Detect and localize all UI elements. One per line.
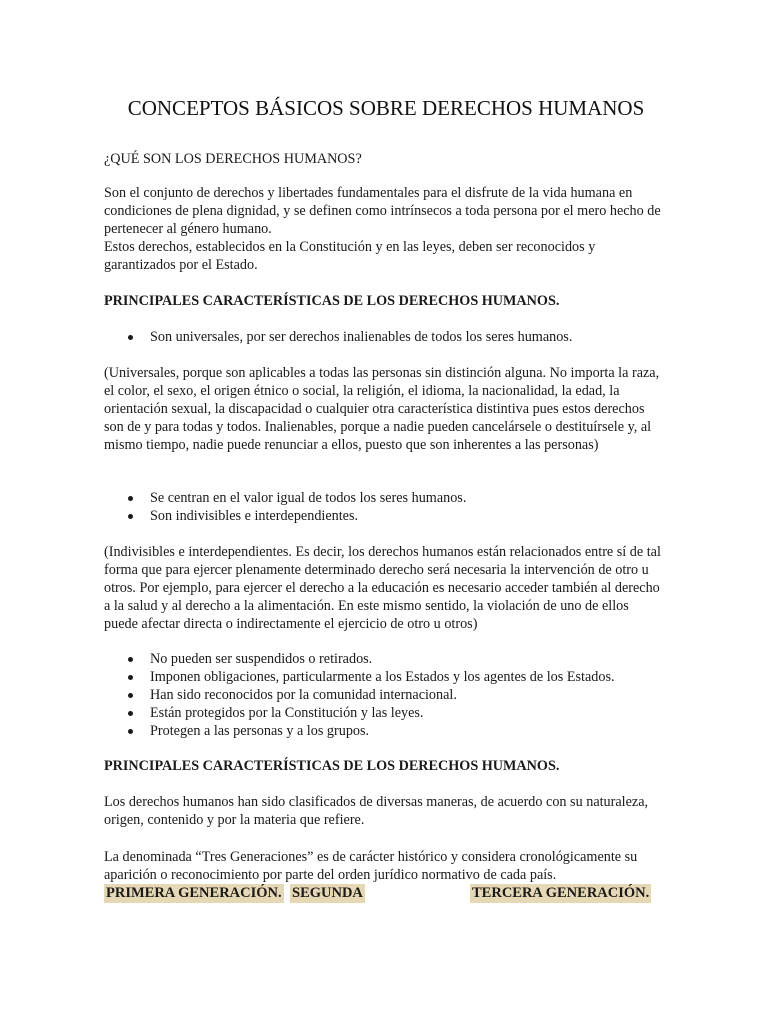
bullet-icon xyxy=(128,729,133,734)
list-item: Están protegidos por la Constitución y las leyes. xyxy=(104,704,664,722)
document-title: CONCEPTOS BÁSICOS SOBRE DERECHOS HUMANOS xyxy=(127,96,645,120)
bullet-list-1 xyxy=(104,328,664,346)
list-item: Se centran en el valor igual de todos los seres humanos. xyxy=(104,489,664,507)
list-item: Son universales, por ser derechos inalienables de todos los seres humanos. xyxy=(104,328,664,346)
paragraph-generaciones: La denominada “Tres Generaciones” es de carácter histórico y considera cronológicamente su aparición o reconocimiento por parte del orden jurídico normativo de cada país. xyxy=(104,849,638,883)
bullet-icon xyxy=(128,657,133,662)
paragraph-indivisibles: (Indivisibles e interdependientes. Es decir, los derechos humanos están relacionados entre sí de tal forma que para ejercer plenamente determinado derecho será necesaria la intervención de otro u otros. Por ejemplo, para ejercer el derecho a la educación es necesario acceder también al derecho a la salud y al derecho a la alimentación. En este mismo sentido, la violación de uno de ellos puede afectar directa o indirectamente el ejercicio de otro u otros) xyxy=(104,544,661,632)
intro-paragraph: Son el conjunto de derechos y libertades fundamentales para el disfrute de la vida humana en condiciones de plena dignidad, y se definen como intrínsecos a toda persona por el mero hecho de pertenecer al género humano. xyxy=(104,185,661,237)
list-item: Protegen a las personas y a los grupos. xyxy=(104,722,664,740)
generation-first: PRIMERA GENERACIÓN. xyxy=(106,885,282,901)
list-item: Son indivisibles e interdependientes. xyxy=(104,507,664,525)
bullet-icon xyxy=(128,514,133,519)
bullet-icon xyxy=(128,675,133,680)
paragraph-clasificacion: Los derechos humanos han sido clasificados de diversas maneras, de acuerdo con su naturaleza, origen, contenido y por la materia que refiere. xyxy=(104,794,649,828)
bullet-list-3 xyxy=(104,650,664,740)
bullet-icon xyxy=(128,711,133,716)
section-question: ¿QUÉ SON LOS DERECHOS HUMANOS? xyxy=(104,151,362,167)
list-item: Han sido reconocidos por la comunidad internacional. xyxy=(104,686,664,704)
generation-second: SEGUNDA xyxy=(292,885,363,901)
generation-third: TERCERA GENERACIÓN. xyxy=(472,885,650,901)
bullet-icon xyxy=(128,335,133,340)
bullet-icon xyxy=(128,496,133,501)
bullet-icon xyxy=(128,693,133,698)
paragraph-universales: (Universales, porque son aplicables a todas las personas sin distinción alguna. No importa la raza, el color, el sexo, el origen étnico o social, la religión, el idioma, la nacionalidad, la edad, la orientación sexual, la discapacidad o cualquier otra característica distintiva pues estos derechos son de y para todas y todos. Inalienables, porque a nadie pueden cancelársele o destituírsele y, al mismo tiempo, nadie puede renunciar a ellos, puesto que son inherentes a las personas) xyxy=(104,365,660,453)
list-item: No pueden ser suspendidos o retirados. xyxy=(104,650,664,668)
heading-characteristics-1: PRINCIPALES CARACTERÍSTICAS DE LOS DERECHOS HUMANOS. xyxy=(104,293,560,309)
heading-characteristics-2: PRINCIPALES CARACTERÍSTICAS DE LOS DERECHOS HUMANOS. xyxy=(104,758,560,774)
list-item: Imponen obligaciones, particularmente a los Estados y los agentes de los Estados. xyxy=(104,668,664,686)
intro-paragraph-2: Estos derechos, establecidos en la Constitución y en las leyes, deben ser reconocidos y garantizados por el Estado. xyxy=(104,239,596,273)
bullet-list-2 xyxy=(104,489,664,525)
